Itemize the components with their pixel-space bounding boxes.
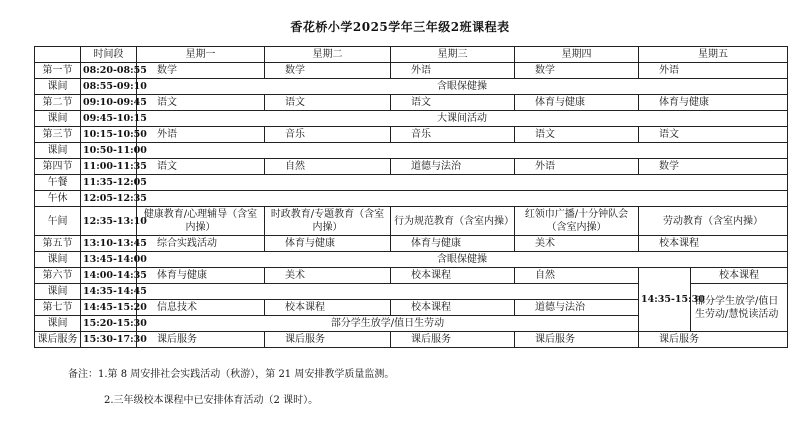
lesson-cell: 语文 — [515, 127, 639, 143]
period-time: 11:00-11:35 — [81, 159, 137, 175]
lesson-cell: 校本课程 — [691, 268, 788, 284]
table-row — [35, 268, 788, 284]
empty-cell — [137, 191, 788, 207]
period-time: 09:10-09:45 — [81, 95, 137, 111]
timetable — [34, 46, 788, 348]
lesson-cell: 道德与法治 — [391, 159, 515, 175]
lesson-cell: 课后服务 — [515, 332, 639, 348]
lesson-cell: 外语 — [515, 159, 639, 175]
note-1: 备注：1.第 8 周安排社会实践活动（秋游），第 21 周安排教学质量监测。 — [68, 369, 395, 380]
table-row — [35, 252, 788, 268]
header-day-mon: 星期一 — [137, 47, 265, 63]
lesson-cell: 音乐 — [265, 127, 391, 143]
period-label: 第三节 — [35, 127, 81, 143]
lesson-cell: 语文 — [265, 95, 391, 111]
lesson-cell: 体育与健康 — [639, 95, 788, 111]
period-time: 09:45-10:15 — [81, 111, 137, 127]
period-label: 第四节 — [35, 159, 81, 175]
lesson-cell: 数学 — [639, 159, 788, 175]
lesson-cell: 自然 — [265, 159, 391, 175]
page-title: 香花桥小学2025学年三年级2班课程表 — [290, 20, 510, 34]
lesson-cell: 综合实践活动 — [137, 236, 265, 252]
period-label: 午餐 — [35, 175, 81, 191]
period-time: 10:15-10:50 — [81, 127, 137, 143]
period-label: 第七节 — [35, 300, 81, 316]
lesson-cell: 美术 — [515, 236, 639, 252]
period-label: 第一节 — [35, 63, 81, 79]
friday-dismiss-cell: 部分学生放学/值日生劳动/慧悦读活动 — [691, 284, 788, 332]
period-label: 课间 — [35, 284, 81, 300]
table-row — [35, 79, 788, 95]
header-day-tue: 星期二 — [265, 47, 391, 63]
table-row — [35, 175, 788, 191]
header-time: 时间段 — [81, 47, 137, 63]
period-label: 课间 — [35, 252, 81, 268]
header-corner — [35, 47, 81, 63]
header-row — [35, 47, 788, 63]
lesson-cell: 外语 — [391, 63, 515, 79]
period-time: 08:20-08:55 — [81, 63, 137, 79]
lesson-cell: 劳动教育（含室内操） — [639, 207, 788, 236]
period-time: 15:20-15:30 — [81, 316, 137, 332]
lesson-cell: 课后服务 — [265, 332, 391, 348]
lesson-cell: 校本课程 — [265, 300, 391, 316]
lesson-cell: 体育与健康 — [515, 95, 639, 111]
table-row — [35, 95, 788, 111]
header-day-thu: 星期四 — [515, 47, 639, 63]
lesson-cell: 体育与健康 — [137, 268, 265, 284]
lesson-cell: 红领巾广播/十分钟队会（含室内操） — [515, 207, 639, 236]
lesson-cell: 数学 — [265, 63, 391, 79]
lesson-cell: 校本课程 — [391, 268, 515, 284]
period-time: 12:05-12:35 — [81, 191, 137, 207]
lesson-cell: 课后服务 — [391, 332, 515, 348]
lesson-cell: 数学 — [137, 63, 265, 79]
period-time: 15:30-17:30 — [81, 332, 137, 348]
period-label: 第五节 — [35, 236, 81, 252]
header-day-wed: 星期三 — [391, 47, 515, 63]
table-row — [35, 127, 788, 143]
period-label: 课后服务 — [35, 332, 81, 348]
lesson-cell: 语文 — [137, 159, 265, 175]
lesson-cell: 行为规范教育（含室内操） — [391, 207, 515, 236]
table-row — [35, 207, 788, 236]
period-label: 第二节 — [35, 95, 81, 111]
lesson-cell: 体育与健康 — [265, 236, 391, 252]
break-cell: 大课间活动 — [137, 111, 788, 127]
lesson-cell: 信息技术 — [137, 300, 265, 316]
period-label: 午间 — [35, 207, 81, 236]
friday-dismiss-time: 14:35-15:30 — [639, 268, 691, 332]
lesson-cell: 数学 — [515, 63, 639, 79]
table-row — [35, 236, 788, 252]
table-row — [35, 159, 788, 175]
period-time: 14:45-15:20 — [81, 300, 137, 316]
table-row — [35, 332, 788, 348]
period-time: 08:55-09:10 — [81, 79, 137, 95]
empty-cell — [137, 175, 788, 191]
lesson-cell: 自然 — [515, 268, 639, 284]
table-row — [35, 111, 788, 127]
lesson-cell: 语文 — [639, 127, 788, 143]
break-cell: 含眼保健操 — [137, 79, 788, 95]
lesson-cell: 道德与法治 — [515, 300, 639, 316]
period-time: 13:45-14:00 — [81, 252, 137, 268]
lesson-cell: 课后服务 — [137, 332, 265, 348]
period-label: 午休 — [35, 191, 81, 207]
table-row — [35, 143, 788, 159]
table-row — [35, 63, 788, 79]
lesson-cell: 课后服务 — [639, 332, 788, 348]
period-time: 14:35-14:45 — [81, 284, 137, 300]
lesson-cell: 外语 — [639, 63, 788, 79]
period-label: 第六节 — [35, 268, 81, 284]
period-time: 12:35-13:10 — [81, 207, 137, 236]
period-label: 课间 — [35, 316, 81, 332]
lesson-cell: 美术 — [265, 268, 391, 284]
lesson-cell: 健康教育/心理辅导（含室内操） — [137, 207, 265, 236]
table-row — [35, 191, 788, 207]
period-label: 课间 — [35, 111, 81, 127]
note-2: 2.三年级校本课程中已安排体育活动（2 课时）。 — [104, 395, 319, 406]
lesson-cell: 时政教育/专题教育（含室内操） — [265, 207, 391, 236]
break-cell: 含眼保健操 — [137, 252, 788, 268]
notes — [68, 362, 394, 414]
period-time: 11:35-12:05 — [81, 175, 137, 191]
period-label: 课间 — [35, 79, 81, 95]
empty-cell — [137, 284, 639, 300]
lesson-cell: 语文 — [137, 95, 265, 111]
period-time: 10:50-11:00 — [81, 143, 137, 159]
period-time: 14:00-14:35 — [81, 268, 137, 284]
lesson-cell: 音乐 — [391, 127, 515, 143]
lesson-cell: 校本课程 — [639, 236, 788, 252]
lesson-cell: 外语 — [137, 127, 265, 143]
lesson-cell: 体育与健康 — [391, 236, 515, 252]
period-label: 课间 — [35, 143, 81, 159]
lesson-cell: 校本课程 — [391, 300, 515, 316]
period-time: 13:10-13:45 — [81, 236, 137, 252]
empty-cell — [137, 143, 788, 159]
lesson-cell: 语文 — [391, 95, 515, 111]
break-cell: 部分学生放学/值日生劳动 — [137, 316, 639, 332]
header-day-fri: 星期五 — [639, 47, 788, 63]
